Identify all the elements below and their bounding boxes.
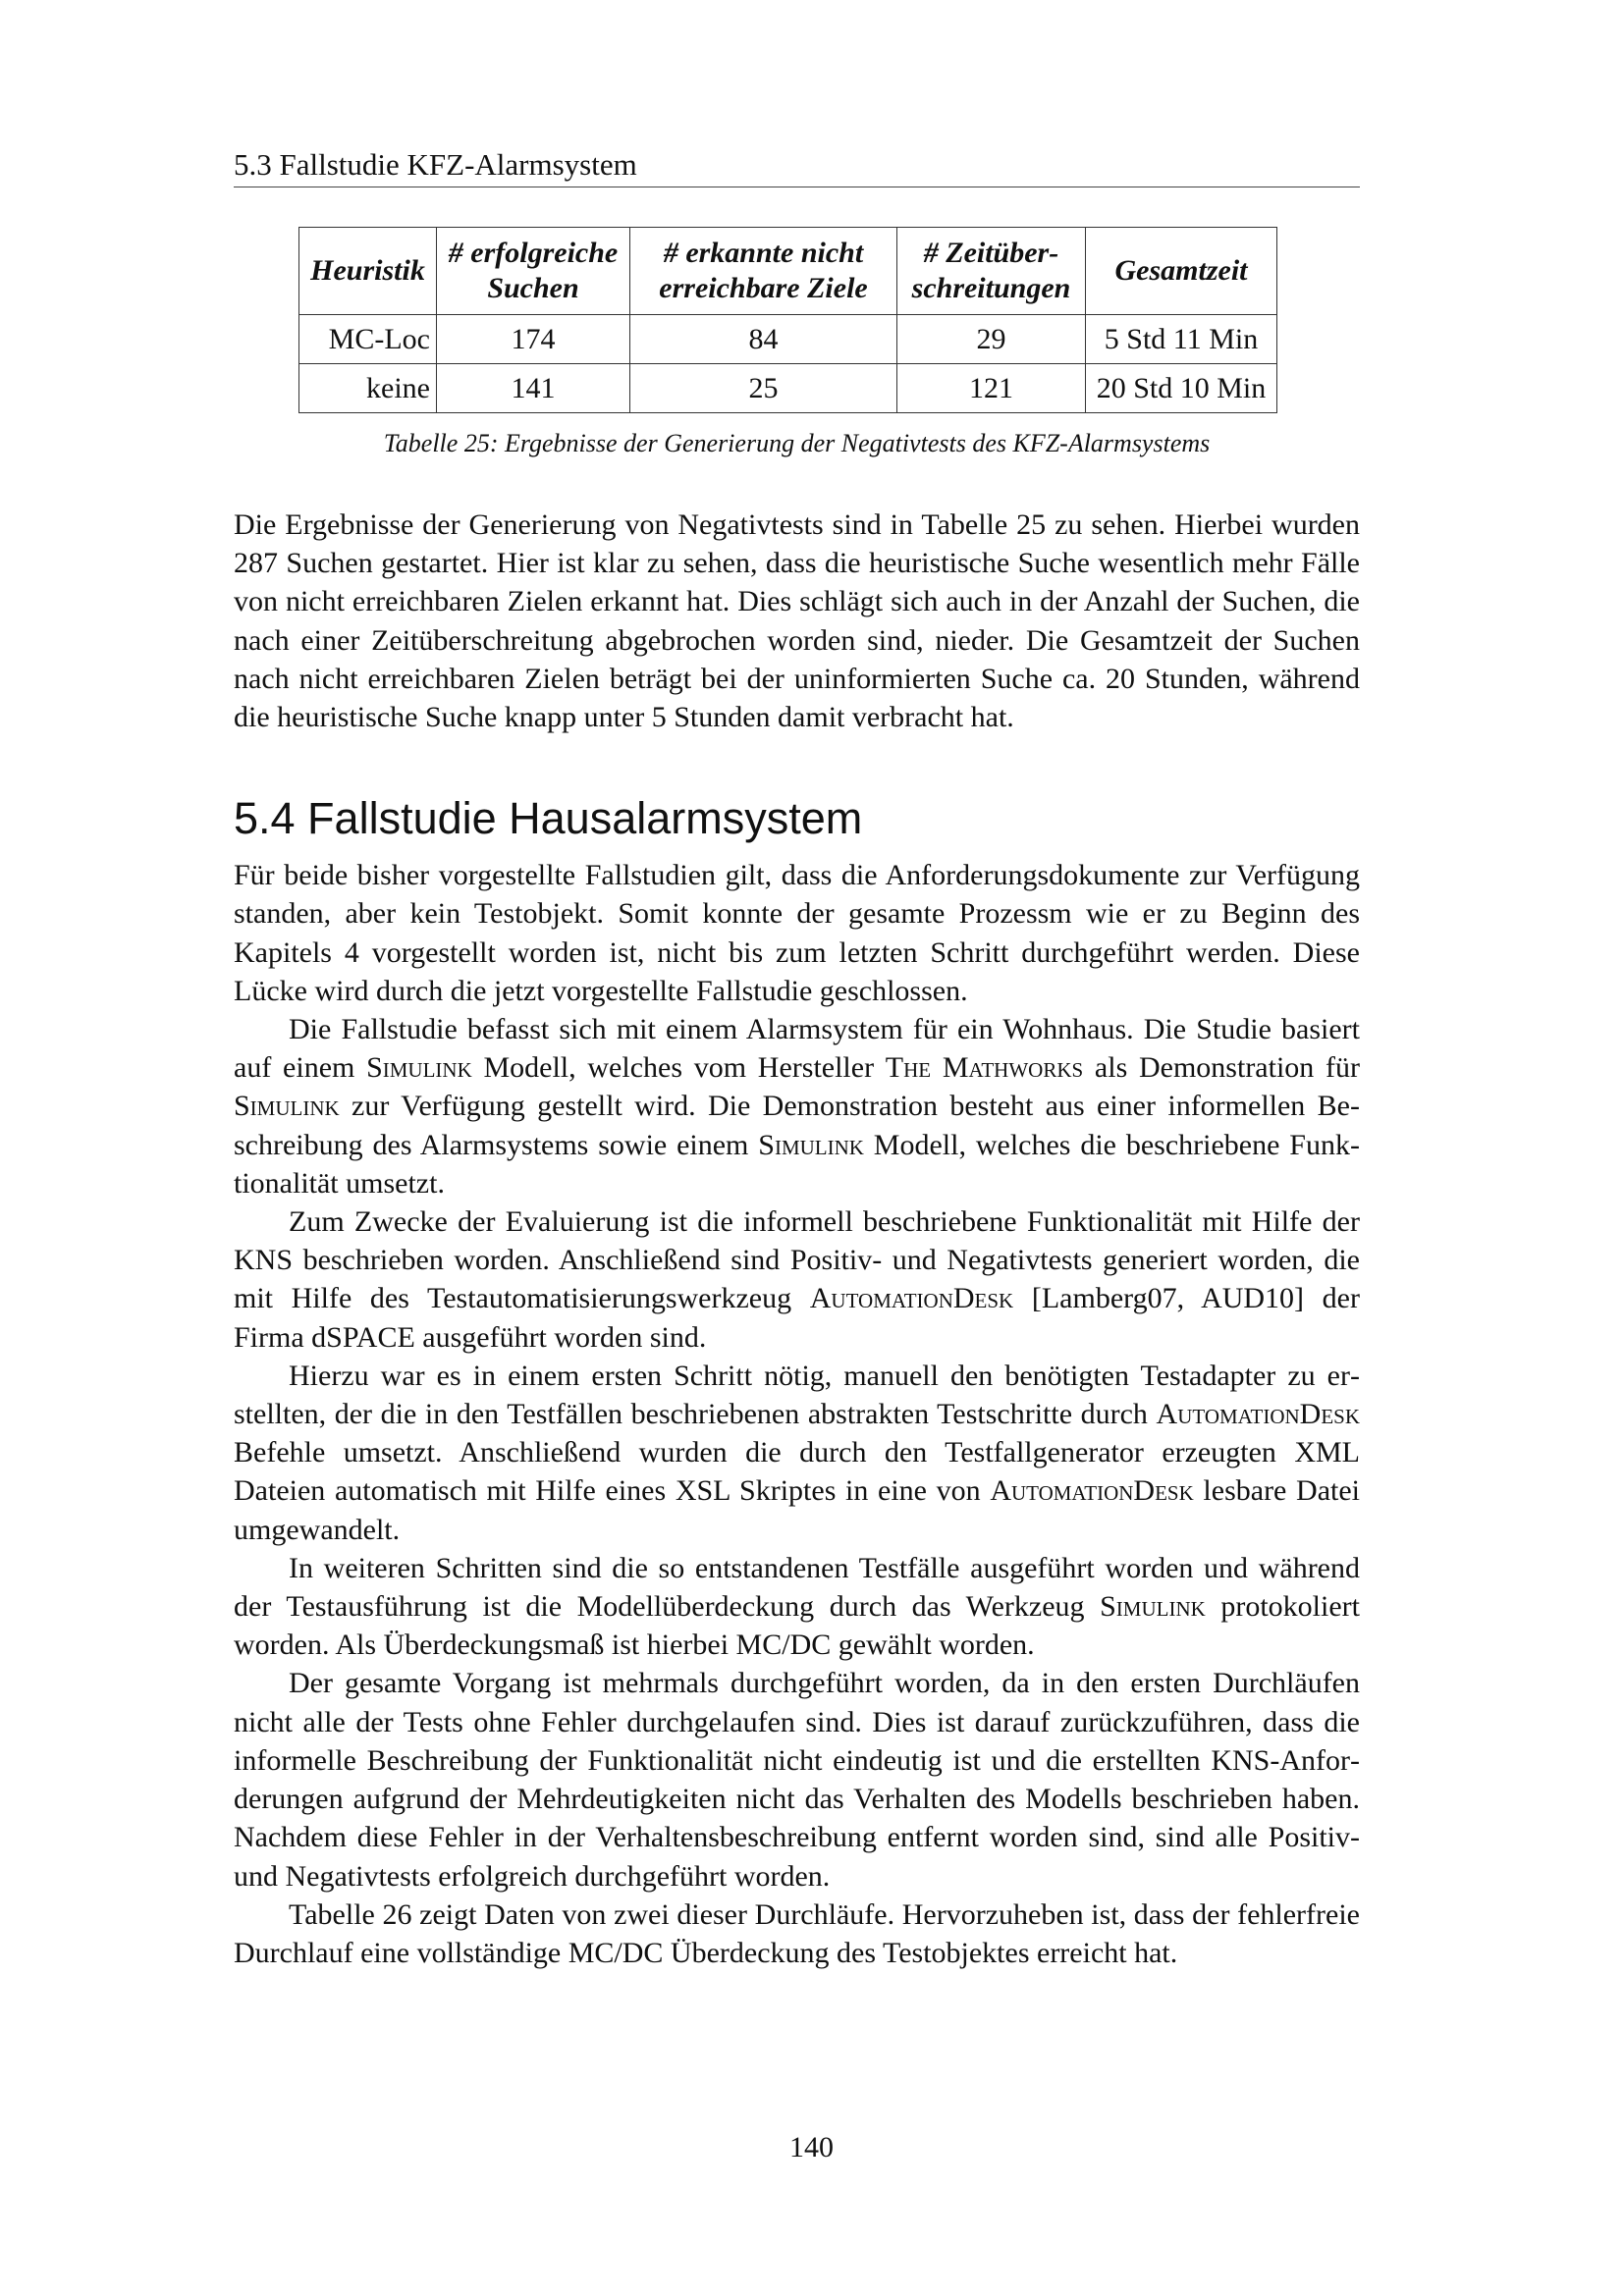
paragraph-case-study xyxy=(234,1010,1360,1202)
paragraph-process: Der gesamte Vorgang ist mehrmals durchgeführt worden, da in den ersten Durchläufen nicht alle der Tests ohne Fehler durchgelaufen sind. Dies ist darauf zurückzuführen, dass die informelle Beschreibung der Funktionalität nicht eindeutig ist und die erstellten KNS-Anforderungen aufgrund der Mehrdeutigkeiten nicht das Verhalten des Modells beschrieben haben. Nachdem diese Fehler in der Verhaltensbeschreibung entfernt worden sind, sind alle Positiv- und Negativtests erfolgreich durchgeführt worden. xyxy=(234,1667,1360,1893)
cell-nicht-erreichbar: 25 xyxy=(630,364,897,413)
cell-zeitueberschreitungen: 29 xyxy=(897,315,1086,364)
product-name-simulink: Simulink xyxy=(234,1090,340,1123)
text-run: als Demonstration für xyxy=(1083,1051,1361,1085)
header-text: schreitungen xyxy=(911,272,1071,304)
table-row xyxy=(299,364,1277,413)
cell-erfolgreiche: 174 xyxy=(437,315,630,364)
product-name-automationdesk: AutomationDesk xyxy=(809,1282,1014,1315)
header-text: Suchen xyxy=(487,272,579,304)
header-text: # Zeitüber- xyxy=(923,237,1059,269)
paragraph-results: Die Ergebnisse der Generierung von Negativtests sind in Tabelle 25 zu sehen. Hierbei wurden 287 Suchen gestartet. Hier ist klar zu sehen, dass die heuristische Suche wesentlich mehr Fälle von nicht erreichbaren Zielen erkannt hat. Dies schlägt sich auch in der Anzahl der Suchen, die nach einer Zeitüberschreitung abgebrochen worden sind, nieder. Die Gesamtzeit der Suchen nach nicht erreichbaren Zielen beträgt bei der uninformierten Suche ca. 20 Stunden, während die heuristische Suche knapp unter 5 Stunden damit verbracht hat. xyxy=(234,508,1360,734)
paragraph-evaluation xyxy=(234,1202,1360,1357)
header-text: # erfolgreiche xyxy=(448,237,619,269)
cell-nicht-erreichbar: 84 xyxy=(630,315,897,364)
text-run: Hierzu war es in einem ersten Schritt nötig, manuell den benötigten Testadapter zu erstellten, der die in den Testfällen beschriebenen abstrakten Testschritte durch xyxy=(234,1359,1360,1431)
column-header-gesamtzeit: Gesamtzeit xyxy=(1086,228,1277,315)
cell-gesamtzeit: 5 Std 11 Min xyxy=(1086,315,1277,364)
text-run: Modell, welches vom Hersteller xyxy=(471,1051,886,1085)
table-caption: Tabelle 25: Ergebnisse der Generierung der Negativtests des KFZ-Alarmsystems xyxy=(383,429,1211,457)
product-name-automationdesk: AutomationDesk xyxy=(990,1474,1194,1508)
paragraph-intro: Für beide bisher vorgestellte Fallstudien gilt, dass die Anforderungsdokumente zur Verfügung standen, aber kein Testobjekt. Somit konnte der gesamte Prozessm wie er zu Beginn des Kapitels 4 vorgestellt worden ist, nicht bis zum letzten Schritt durchgeführt werden. Diese Lücke wird durch die jetzt vorgestellte Fallstudie geschlossen. xyxy=(234,859,1360,1007)
running-header: 5.3 Fallstudie KFZ-Alarmsystem xyxy=(234,147,1360,187)
text-run: protokoliert worden. Als Überdeckungsmaß ist hierbei MC/DC gewählt worden. xyxy=(234,1590,1360,1662)
column-header-heuristik: Heuristik xyxy=(299,228,437,315)
text-run: In weiteren Schritten sind die so entstandenen Testfälle ausgeführt worden und während der Testausführung ist die Modellüberdeckung durch das Werkzeug xyxy=(234,1551,1360,1624)
column-header-erfolgreiche-suchen xyxy=(437,228,630,315)
paragraph-table26: Tabelle 26 zeigt Daten von zwei dieser Durchläufe. Hervorzuheben ist, dass der fehlerfreie Durchlauf eine vollständige MC/DC Überdeckung des Testobjektes erreicht hat. xyxy=(234,1897,1360,1969)
paragraph-execution xyxy=(234,1549,1360,1665)
text-run: Befehle umsetzt. Anschließend wurden die durch den Testfallgenerator erzeugten XML Dateien automatisch mit Hilfe eines XSL Skriptes in eine von xyxy=(234,1436,1360,1508)
page-number: 140 xyxy=(789,2131,834,2163)
column-header-nicht-erreichbare-ziele xyxy=(630,228,897,315)
text-run: Die Fallstudie befasst sich mit einem Alarmsystem für ein Wohnhaus. Die Studie basiert auf einem xyxy=(234,1013,1360,1085)
text-run: lesbare Datei umgewandelt. xyxy=(234,1474,1360,1546)
product-name-automationdesk: AutomationDesk xyxy=(1156,1398,1360,1431)
results-table-25 xyxy=(298,227,1277,413)
page-content xyxy=(234,147,1360,1972)
cell-erfolgreiche: 141 xyxy=(437,364,630,413)
table-row xyxy=(299,315,1277,364)
text-run: Modell, welches die beschriebene Funktionalität umsetzt. xyxy=(234,1128,1360,1200)
text-run: Zum Zwecke der Evaluierung ist die informell beschriebene Funktionalität mit Hilfe der KNS beschrieben worden. Anschließend sind Positiv- und Negativtests generiert worden, die mit Hilfe des Testautomatisierungswerkzeug xyxy=(234,1205,1360,1315)
text-run: zur Verfügung gestellt wird. Die Demonstration besteht aus einer informellen Beschreibung des Alarmsystems sowie einem xyxy=(234,1090,1360,1161)
product-name-simulink: Simulink xyxy=(366,1051,472,1085)
header-text: erreichbare Ziele xyxy=(659,272,868,304)
column-header-zeitueberschreitungen xyxy=(897,228,1086,315)
table-header-row xyxy=(299,228,1277,315)
product-name-simulink: Simulink xyxy=(1100,1590,1206,1624)
header-text: # erkannte nicht xyxy=(663,237,864,269)
paragraph-testadapter xyxy=(234,1357,1360,1549)
product-name-simulink: Simulink xyxy=(758,1128,864,1161)
section-heading: 5.4 Fallstudie Hausalarmsystem xyxy=(234,793,863,844)
cell-heuristik: MC-Loc xyxy=(299,315,437,364)
company-name-mathworks: The Mathworks xyxy=(885,1051,1084,1085)
cell-heuristik: keine xyxy=(299,364,437,413)
cell-zeitueberschreitungen: 121 xyxy=(897,364,1086,413)
text-run: [Lamberg07, AUD10] der Firma dSPACE ausgeführt worden sind. xyxy=(234,1282,1360,1354)
cell-gesamtzeit: 20 Std 10 Min xyxy=(1086,364,1277,413)
